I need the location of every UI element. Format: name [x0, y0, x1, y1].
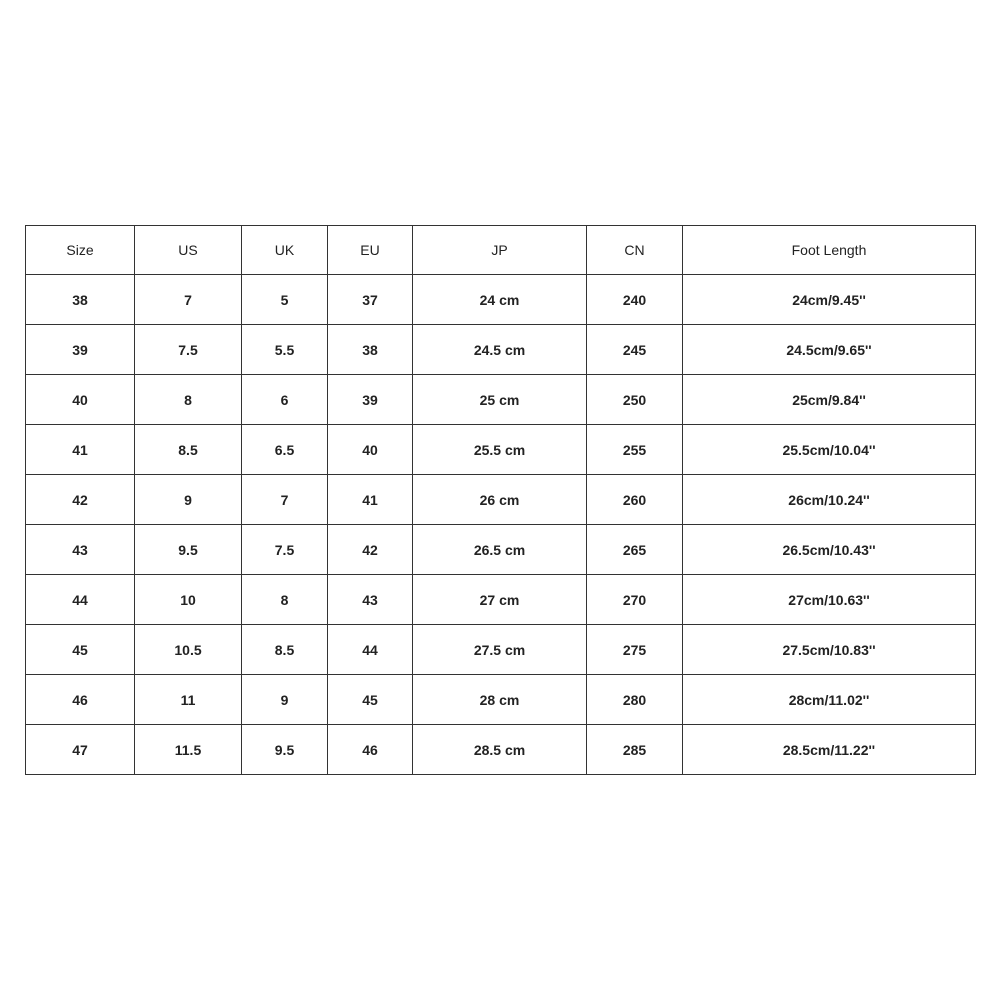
cell-foot-length: 27cm/10.63'' — [683, 575, 976, 625]
cell-jp: 26 cm — [413, 475, 587, 525]
cell-size: 42 — [26, 475, 135, 525]
cell-us: 7.5 — [135, 325, 242, 375]
cell-cn: 260 — [587, 475, 683, 525]
cell-foot-length: 26cm/10.24'' — [683, 475, 976, 525]
cell-uk: 6.5 — [242, 425, 328, 475]
cell-us: 9 — [135, 475, 242, 525]
cell-jp: 28.5 cm — [413, 725, 587, 775]
table-row — [26, 525, 976, 575]
cell-foot-length: 28cm/11.02'' — [683, 675, 976, 725]
cell-eu: 44 — [328, 625, 413, 675]
cell-jp: 26.5 cm — [413, 525, 587, 575]
cell-us: 9.5 — [135, 525, 242, 575]
cell-uk: 6 — [242, 375, 328, 425]
cell-uk: 5.5 — [242, 325, 328, 375]
cell-eu: 42 — [328, 525, 413, 575]
cell-foot-length: 24cm/9.45'' — [683, 275, 976, 325]
cell-foot-length: 25.5cm/10.04'' — [683, 425, 976, 475]
table-row — [26, 725, 976, 775]
cell-cn: 270 — [587, 575, 683, 625]
cell-cn: 265 — [587, 525, 683, 575]
cell-cn: 280 — [587, 675, 683, 725]
table-row — [26, 425, 976, 475]
cell-cn: 245 — [587, 325, 683, 375]
header-eu: EU — [328, 226, 413, 275]
cell-size: 38 — [26, 275, 135, 325]
cell-uk: 8.5 — [242, 625, 328, 675]
cell-eu: 43 — [328, 575, 413, 625]
cell-uk: 7.5 — [242, 525, 328, 575]
cell-foot-length: 27.5cm/10.83'' — [683, 625, 976, 675]
cell-eu: 38 — [328, 325, 413, 375]
cell-foot-length: 25cm/9.84'' — [683, 375, 976, 425]
table-row — [26, 575, 976, 625]
cell-foot-length: 24.5cm/9.65'' — [683, 325, 976, 375]
header-cn: CN — [587, 226, 683, 275]
cell-foot-length: 26.5cm/10.43'' — [683, 525, 976, 575]
cell-foot-length: 28.5cm/11.22'' — [683, 725, 976, 775]
cell-cn: 255 — [587, 425, 683, 475]
cell-us: 11 — [135, 675, 242, 725]
cell-jp: 25 cm — [413, 375, 587, 425]
cell-uk: 8 — [242, 575, 328, 625]
size-chart-table — [25, 225, 976, 775]
cell-uk: 9 — [242, 675, 328, 725]
table-row — [26, 475, 976, 525]
cell-us: 7 — [135, 275, 242, 325]
header-us: US — [135, 226, 242, 275]
cell-us: 11.5 — [135, 725, 242, 775]
cell-jp: 24.5 cm — [413, 325, 587, 375]
table-row — [26, 625, 976, 675]
header-jp: JP — [413, 226, 587, 275]
cell-eu: 41 — [328, 475, 413, 525]
cell-eu: 46 — [328, 725, 413, 775]
cell-jp: 27 cm — [413, 575, 587, 625]
cell-size: 44 — [26, 575, 135, 625]
cell-size: 41 — [26, 425, 135, 475]
cell-size: 47 — [26, 725, 135, 775]
cell-jp: 27.5 cm — [413, 625, 587, 675]
cell-us: 10 — [135, 575, 242, 625]
cell-size: 40 — [26, 375, 135, 425]
cell-us: 8.5 — [135, 425, 242, 475]
cell-eu: 40 — [328, 425, 413, 475]
cell-size: 39 — [26, 325, 135, 375]
table-row — [26, 275, 976, 325]
cell-cn: 285 — [587, 725, 683, 775]
cell-us: 10.5 — [135, 625, 242, 675]
table-body — [26, 275, 976, 775]
cell-cn: 250 — [587, 375, 683, 425]
cell-size: 45 — [26, 625, 135, 675]
cell-uk: 7 — [242, 475, 328, 525]
cell-eu: 39 — [328, 375, 413, 425]
cell-us: 8 — [135, 375, 242, 425]
header-foot-length: Foot Length — [683, 226, 976, 275]
cell-jp: 28 cm — [413, 675, 587, 725]
cell-size: 46 — [26, 675, 135, 725]
cell-uk: 5 — [242, 275, 328, 325]
header-uk: UK — [242, 226, 328, 275]
table-row — [26, 375, 976, 425]
table-row — [26, 675, 976, 725]
table-row — [26, 325, 976, 375]
cell-cn: 275 — [587, 625, 683, 675]
cell-size: 43 — [26, 525, 135, 575]
header-size: Size — [26, 226, 135, 275]
cell-jp: 24 cm — [413, 275, 587, 325]
cell-eu: 45 — [328, 675, 413, 725]
cell-jp: 25.5 cm — [413, 425, 587, 475]
cell-cn: 240 — [587, 275, 683, 325]
header-row — [26, 226, 976, 275]
cell-uk: 9.5 — [242, 725, 328, 775]
cell-eu: 37 — [328, 275, 413, 325]
